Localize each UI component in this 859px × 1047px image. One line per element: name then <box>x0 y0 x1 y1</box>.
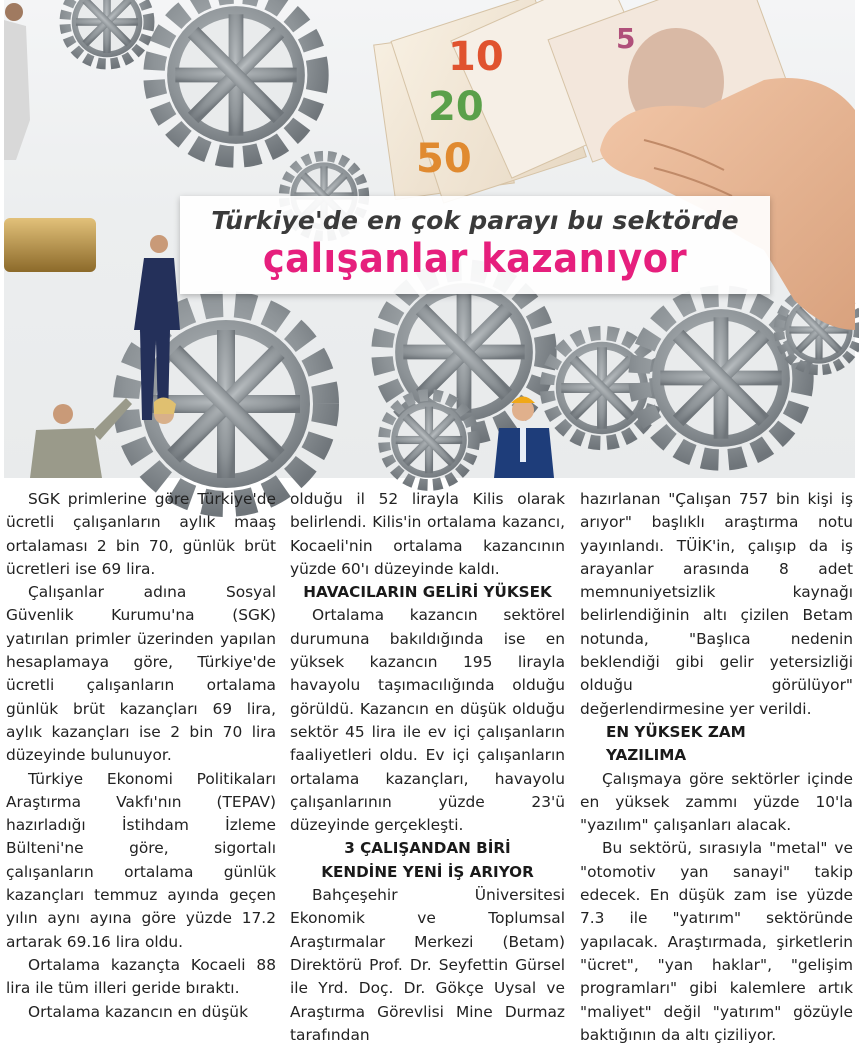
article-paragraph: Türkiye Ekonomi Politikaları Araştırma Vakfı'nın (TEPAV) hazırladığı İstihdam İzleme Bülteni'ne göre, sigortalı çalışanların ortalama günlük kazançları temmuz ayında geçen yılın aynı ayına göre yüzde 17.2 artarak 69.16 lira oldu. <box>6 769 276 951</box>
headline-banner <box>180 196 770 294</box>
brass-cylinder-icon <box>4 218 96 272</box>
article-paragraph: Bu sektörü, sırasıyla "metal" ve "otomotiv yan sanayi" takip edecek. En düşük zam ise yüzde 7.3 ile "yatırım" sektöründe yapılacak. Araştırmada, şirketlerin "ücret", "yan haklar", "gelişim programları" gibi kalemlere artık "maliyet" değil "yatırım" gözüyle baktığının da altı çiziliyor. <box>580 839 853 1044</box>
article-paragraph: hazırlanan "Çalışan 757 bin kişi iş arıyor" başlıklı araştırma notu yayınlandı. TÜİK'in, çalışıp da iş arayanlar arasında 8 adet memnuniyetsizlik kaynağı belirlendiğinin altı çizilen Betam notunda, "Başlıca nedenin beklendiği gibi gelir yetersizliği olduğu görülüyor" değerlendirmesine yer verildi. <box>580 490 853 718</box>
subheading-raise-line-2: YAZILIMA <box>606 746 687 765</box>
subheading-raise-line-1: EN YÜKSEK ZAM <box>606 722 746 741</box>
woman-left-figure-icon <box>4 3 30 160</box>
worker-figure-icon <box>30 398 132 478</box>
headline-line-2: çalışanlar kazanıyor <box>262 236 688 282</box>
article-column-3 <box>580 488 853 1047</box>
article-paragraph: Ortalama kazançta Kocaeli 88 lira ile tüm illeri geride bıraktı. <box>6 955 276 998</box>
gear-icon <box>384 395 474 485</box>
banknote-value: 20 <box>428 84 484 130</box>
article-paragraph: olduğu il 52 lirayla Kilis olarak belirlendi. Kilis'in ortalama kazancı, Kocaeli'nin ortalama kazancının yüzde 60'ı düzeyinde kaldı. <box>290 490 565 578</box>
article-paragraph: Ortalama kazancın sektörel durumuna bakıldığında ise en yüksek kazancın 195 lirayla havayolu taşımacılığında olduğu görüldü. Kazancın en düşük olduğu sektör 45 lira ile ev içi çalışanların faaliyetleri oldu. Ev içi çalışanların ortalama kazançları, havayolu çalışanlarının yüzde 23'ü düzeyinde gerçekleşti. <box>290 606 565 835</box>
banknote-value: 5 <box>616 22 636 55</box>
article-column-2 <box>290 488 565 1047</box>
headline-line-1: Türkiye'de en çok parayı bu sektörde <box>211 206 739 235</box>
article-paragraph: SGK primlerine göre Türkiye'de ücretli çalışanların aylık maaş ortalaması 2 bin 70, günlük brüt ücretleri ise 69 lira. <box>6 490 276 578</box>
banknote-value: 10 <box>448 34 504 80</box>
subheading-job-search-line-2: KENDİNE YENİ İŞ ARIYOR <box>321 862 534 881</box>
subheading-job-search-line-1: 3 ÇALIŞANDAN BİRİ <box>344 839 511 858</box>
hero-illustration <box>4 0 855 478</box>
article-paragraph: Bahçeşehir Üniversitesi Ekonomik ve Toplumsal Araştırmalar Merkezi (Betam) Direktörü Prof. Dr. Seyfettin Gürsel ile Yrd. Doç. Dr. Gökçe Uysal ve Araştırma Görevlisi Mine Durmaz tarafından <box>290 886 565 1044</box>
article-paragraph: Ortalama kazancın en düşük <box>28 1002 248 1021</box>
banknote-value: 50 <box>416 136 472 182</box>
gear-icon <box>65 0 149 64</box>
article-paragraph: Çalışmaya göre sektörler içinde en yüksek zammı yüzde 10'la "yazılım" çalışanları alacak. <box>580 769 853 835</box>
article-column-1 <box>6 488 276 1024</box>
article-paragraph: Çalışanlar adına Sosyal Güvenlik Kurumu'na (SGK) yatırılan primler üzerinden yapılan hesaplamaya göre, Türkiye'de ücretli çalışanların ortalama günlük brüt kazançları 69 lira, aylık kazançları ise 2 bin 70 lira düzeyinde bulunuyor. <box>6 583 276 765</box>
gear-icon <box>154 0 318 157</box>
subheading-aviation: HAVACILARIN GELİRİ YÜKSEK <box>303 583 552 602</box>
